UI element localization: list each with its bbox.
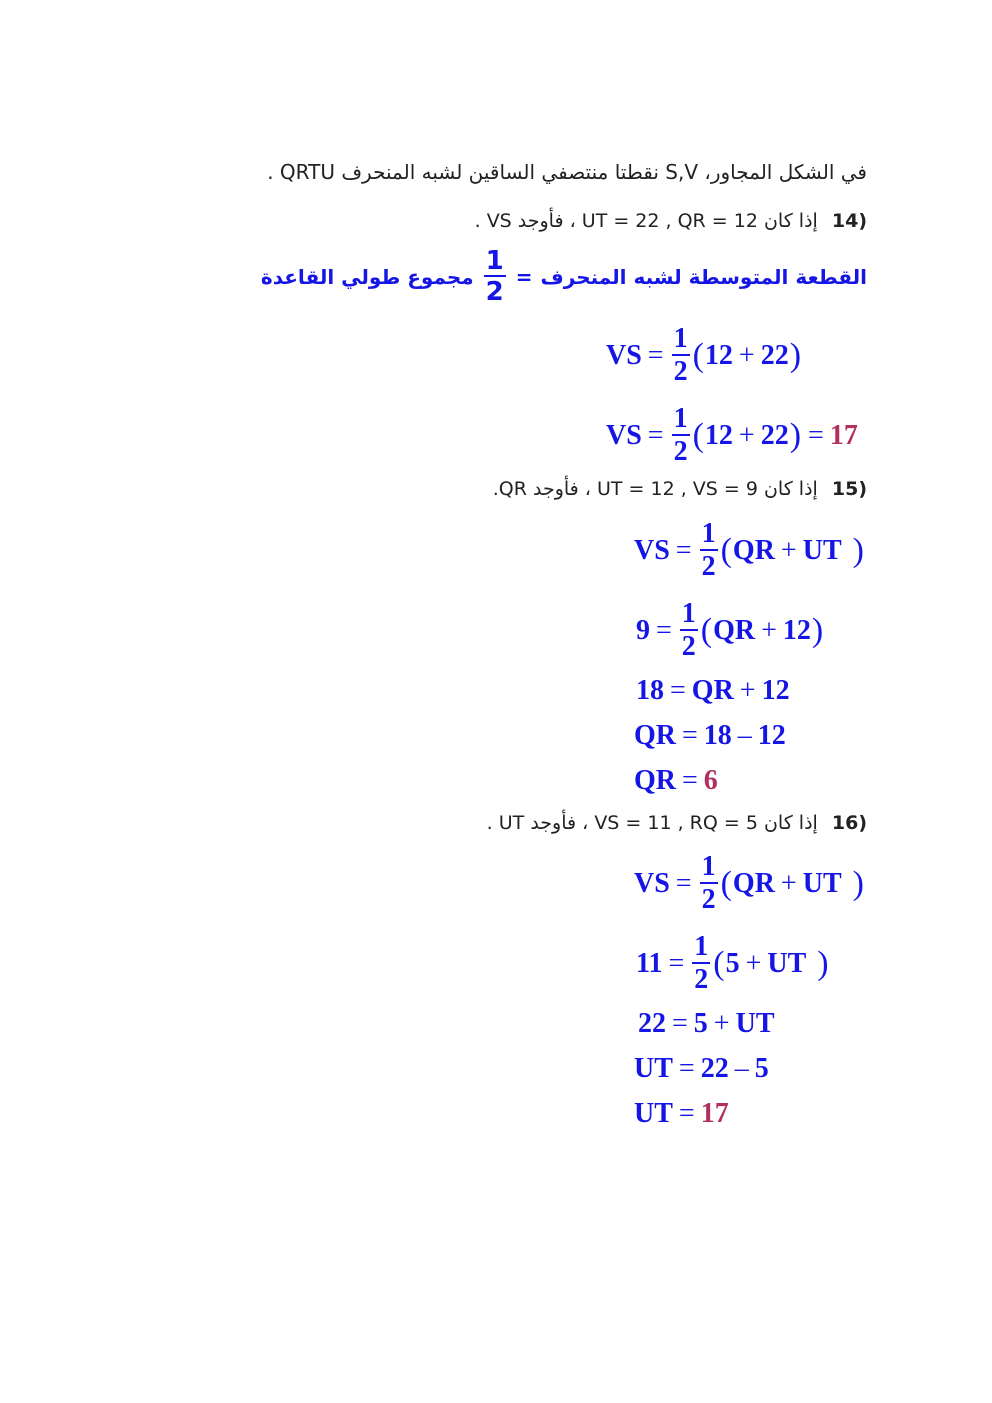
term-a: 22 <box>700 1053 729 1084</box>
equals-sign: = <box>672 1008 688 1039</box>
close-paren: ) <box>789 416 802 454</box>
term-b: UT <box>802 867 842 899</box>
q15-step-4 <box>634 720 786 752</box>
q15-step-5 <box>634 765 718 797</box>
term-a: QR <box>732 534 775 566</box>
minus-sign: – <box>734 1053 749 1084</box>
formula-left-text: القطعة المتوسطة لشبه المنحرف <box>540 264 867 289</box>
fraction-numerator: 1 <box>485 246 504 276</box>
close-paren: ) <box>789 336 802 374</box>
formula-fraction <box>484 248 506 305</box>
question-text: إذا كان UT = 22 , QR = 12 ، فأوجد VS . <box>474 210 818 232</box>
q14-step-1 <box>606 325 802 386</box>
equals-sign: = <box>675 867 692 899</box>
lhs: 22 <box>638 1008 666 1039</box>
term-a: QR <box>732 867 775 899</box>
intro-text: في الشكل المجاور، S,V نقطتا منتصفي الساقين لشبه المنحرف QRTU . <box>267 160 867 184</box>
equals-sign: = <box>678 1098 695 1129</box>
term-b: 22 <box>760 419 789 451</box>
term-a: 5 <box>725 947 740 979</box>
lhs: QR <box>634 765 676 796</box>
formula-right-text: مجموع طولي القاعدة <box>260 264 474 289</box>
q16-step-3 <box>638 1008 775 1040</box>
term-b: 5 <box>754 1053 769 1084</box>
numerator: 1 <box>681 598 696 629</box>
fraction <box>692 933 710 994</box>
equals-sign: = <box>682 720 698 751</box>
close-paren: ) <box>852 531 864 569</box>
fraction-denominator: 2 <box>485 277 504 307</box>
question-number: (15 <box>831 478 867 500</box>
numerator: 1 <box>694 931 709 962</box>
q15-step-3 <box>636 675 790 707</box>
term-a: 18 <box>703 720 732 751</box>
equals-sign: = <box>682 765 698 796</box>
equals-sign: = <box>670 675 686 706</box>
lhs: VS <box>606 419 642 451</box>
term-b: 12 <box>782 614 811 646</box>
open-paren: ( <box>720 531 732 569</box>
equals-sign: = <box>675 534 692 566</box>
lhs: VS <box>634 867 670 899</box>
lhs: UT <box>634 1053 673 1084</box>
question-number: (16 <box>831 812 867 834</box>
denominator: 2 <box>701 551 716 582</box>
question-number: (14 <box>831 210 867 232</box>
term-b: UT <box>802 534 842 566</box>
open-paren: ( <box>713 944 725 982</box>
denominator: 2 <box>681 631 696 662</box>
fraction <box>672 405 690 466</box>
open-paren: ( <box>720 864 732 902</box>
plus-sign: + <box>780 534 797 566</box>
fraction <box>680 600 698 661</box>
equals-sign: = <box>647 339 664 371</box>
lhs: UT <box>634 1098 673 1129</box>
question-text: إذا كان VS = 11 , RQ = 5 ، فأوجد UT . <box>486 812 818 834</box>
denominator: 2 <box>673 356 688 387</box>
lhs: 18 <box>636 675 664 706</box>
numerator: 1 <box>673 403 688 434</box>
open-paren: ( <box>692 416 704 454</box>
plus-sign: + <box>745 947 762 979</box>
equals-sign: = <box>647 419 664 451</box>
plus-sign: + <box>780 867 797 899</box>
plus-sign: + <box>739 675 756 706</box>
term-b: 12 <box>761 675 790 706</box>
fraction <box>672 325 690 386</box>
equals-sign: = <box>656 614 672 646</box>
denominator: 2 <box>694 964 709 995</box>
term-b: UT <box>735 1008 775 1039</box>
open-paren: ( <box>700 611 713 649</box>
lhs: VS <box>606 339 642 371</box>
equals-sign: = <box>678 1053 695 1084</box>
term-a: QR <box>691 675 734 706</box>
lhs: 9 <box>636 614 650 646</box>
equals-sign: = <box>668 947 685 979</box>
formula-equals: = <box>515 264 533 289</box>
numerator: 1 <box>701 518 716 549</box>
denominator: 2 <box>673 436 688 467</box>
term-a: 12 <box>704 419 733 451</box>
question-text: إذا كان UT = 12 , VS = 9 ، فأوجد QR. <box>492 478 818 500</box>
q15-step-1 <box>634 520 865 581</box>
equals-sign: = <box>808 419 824 451</box>
question-15 <box>493 478 867 500</box>
plus-sign: + <box>713 1008 730 1039</box>
term-a: QR <box>713 614 756 646</box>
minus-sign: – <box>737 720 752 751</box>
question-16 <box>487 812 867 834</box>
q16-step-4 <box>634 1053 769 1085</box>
answer: 17 <box>700 1098 729 1129</box>
plus-sign: + <box>761 614 777 646</box>
close-paren: ) <box>811 611 824 649</box>
term-a: 12 <box>704 339 733 371</box>
numerator: 1 <box>701 851 716 882</box>
close-paren: ) <box>852 864 864 902</box>
answer: 6 <box>703 765 718 796</box>
question-14 <box>475 210 867 232</box>
term-b: 22 <box>760 339 789 371</box>
plus-sign: + <box>738 419 755 451</box>
lhs: VS <box>634 534 670 566</box>
q16-step-5 <box>634 1098 729 1130</box>
open-paren: ( <box>692 336 704 374</box>
fraction <box>700 520 718 581</box>
term-a: 5 <box>693 1008 708 1039</box>
q16-step-1 <box>634 853 865 914</box>
denominator: 2 <box>701 884 716 915</box>
plus-sign: + <box>738 339 755 371</box>
close-paren: ) <box>817 944 829 982</box>
term-b: 12 <box>757 720 786 751</box>
term-b: UT <box>767 947 807 979</box>
midsegment-formula <box>261 248 867 305</box>
q16-step-2 <box>636 933 830 994</box>
lhs: 11 <box>636 947 663 979</box>
q15-step-2 <box>636 600 824 661</box>
answer: 17 <box>829 419 858 451</box>
numerator: 1 <box>673 323 688 354</box>
fraction <box>700 853 718 914</box>
lhs: QR <box>634 720 676 751</box>
q14-step-2 <box>606 405 858 466</box>
